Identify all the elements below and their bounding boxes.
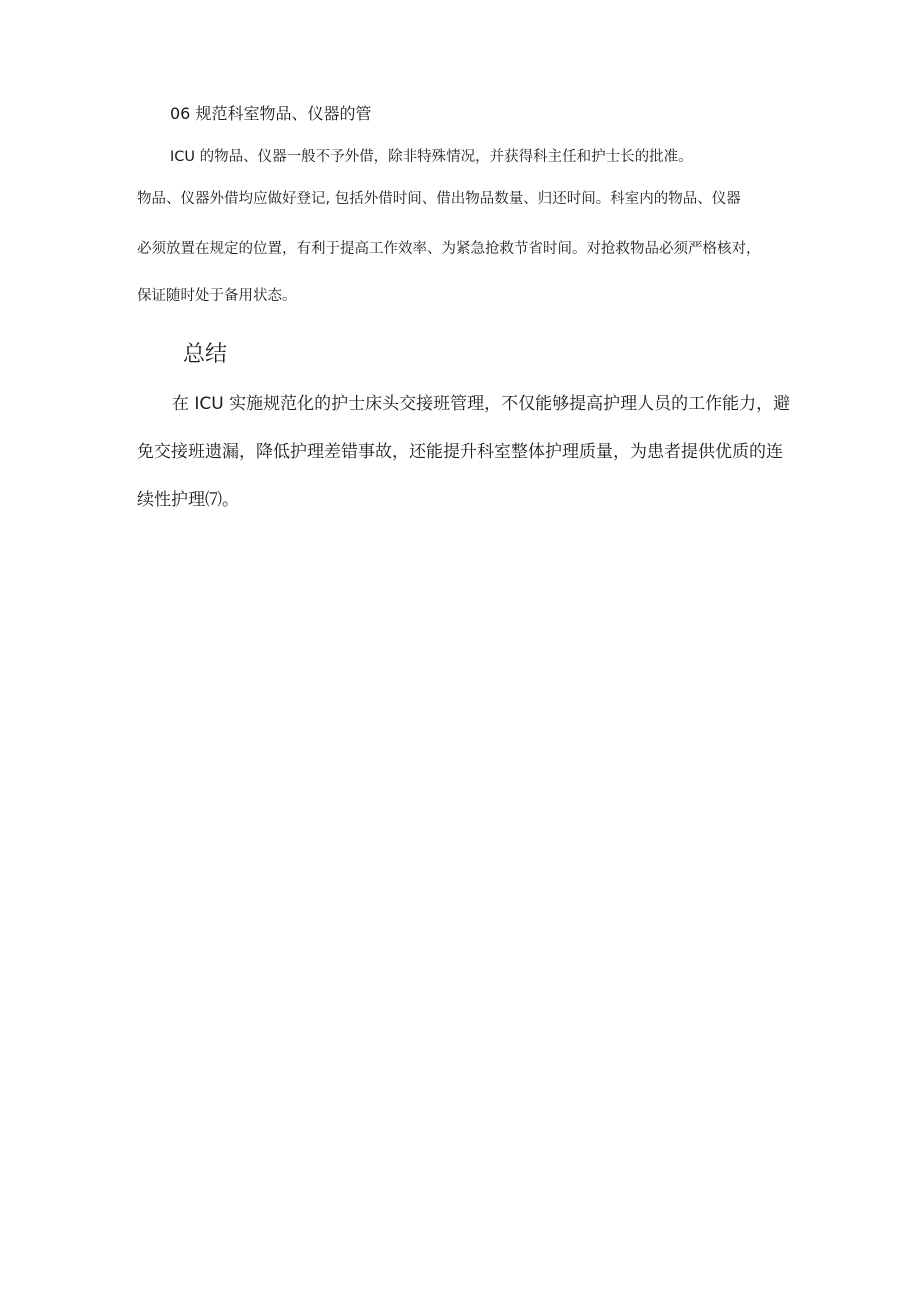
section-title: 06 规范科室物品、仪器的管 [170, 104, 372, 123]
summary-heading: 总结 [183, 342, 228, 367]
section-paragraph-line: 保证随时处于备用状态。 [137, 288, 297, 304]
section-paragraph-line: ICU 的物品、仪器一般不予外借，除非特殊情况，并获得科主任和护士长的批准。 [170, 149, 693, 165]
summary-paragraph-line: 在 ICU 实施规范化的护士床头交接班管理，不仅能够提高护理人员的工作能力，避 [172, 394, 791, 414]
summary-paragraph-line: 续性护理⑺。 [137, 490, 239, 510]
summary-paragraph-line: 免交接班遗漏，降低护理差错事故，还能提升科室整体护理质量，为患者提供优质的连 [137, 442, 783, 462]
section-paragraph-line: 必须放置在规定的位置，有利于提高工作效率、为紧急抢救节省时间。对抢救物品必须严格核对， [137, 241, 761, 257]
section-paragraph-line: 物品、仪器外借均应做好登记, 包括外借时间、借出物品数量、归还时间。科室内的物品、仪器 [137, 191, 741, 207]
